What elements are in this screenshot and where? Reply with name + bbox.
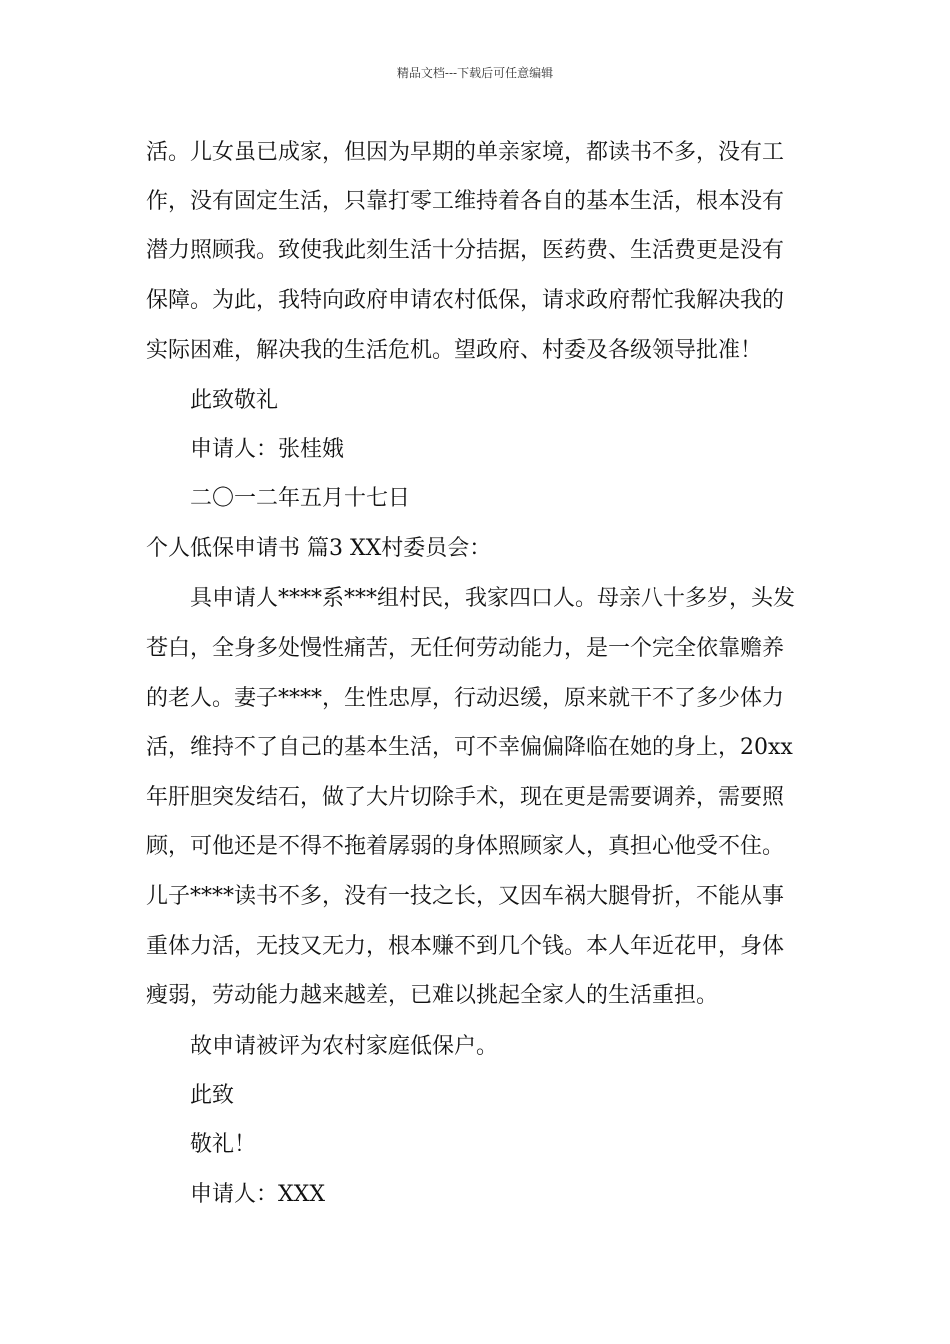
text-line: 苍白，全身多处慢性痛苦，无任何劳动能力，是一个完全依靠赡养: [146, 636, 785, 661]
text-line: 保障。为此，我特向政府申请农村低保，请求政府帮忙我解决我的: [146, 288, 785, 313]
date-line: 二〇一二年五月十七日: [190, 486, 411, 511]
closing-salutation: 敬礼！: [190, 1132, 257, 1157]
text-line: 实际困难，解决我的生活危机。望政府、村委及各级领导批准！: [146, 338, 763, 363]
section-title: 个人低保申请书 篇3 XX村委员会：: [146, 536, 492, 561]
text-line: 顾，可他还是不得不拖着孱弱的身体照顾家人，真担心他受不住。: [146, 834, 785, 859]
closing-salutation: 此致敬礼: [190, 388, 279, 413]
text-line: 瘦弱，劳动能力越来越差，已难以挑起全家人的生活重担。: [146, 983, 719, 1008]
text-line: 作，没有固定生活，只靠打零工维持着各自的基本生活，根本没有: [146, 189, 785, 214]
text-line: 儿子****读书不多，没有一技之长，又因车祸大腿骨折，不能从事: [146, 884, 785, 909]
applicant-signature: 申请人：张桂娥: [190, 437, 345, 462]
applicant-signature: 申请人：XXX: [190, 1182, 325, 1207]
text-line: 具申请人****系***组村民，我家四口人。母亲八十多岁，头发: [190, 586, 796, 611]
text-line: 活，维持不了自己的基本生活，可不幸偏偏降临在她的身上，20xx: [146, 735, 793, 760]
text-line: 潜力照顾我。致使我此刻生活十分拮据，医药费、生活费更是没有: [146, 238, 785, 263]
page-header: 精品文档---下载后可任意编辑: [396, 66, 554, 80]
text-line: 年肝胆突发结石，做了大片切除手术，现在更是需要调养，需要照: [146, 785, 785, 810]
request-line: 故申请被评为农村家庭低保户。: [190, 1034, 499, 1059]
text-line: 重体力活，无技又无力，根本赚不到几个钱。本人年近花甲，身体: [146, 934, 785, 959]
text-line: 活。儿女虽已成家，但因为早期的单亲家境，都读书不多，没有工: [146, 140, 785, 165]
text-line: 的老人。妻子****，生性忠厚，行动迟缓，原来就干不了多少体力: [146, 686, 785, 711]
closing-salutation: 此致: [190, 1083, 235, 1108]
